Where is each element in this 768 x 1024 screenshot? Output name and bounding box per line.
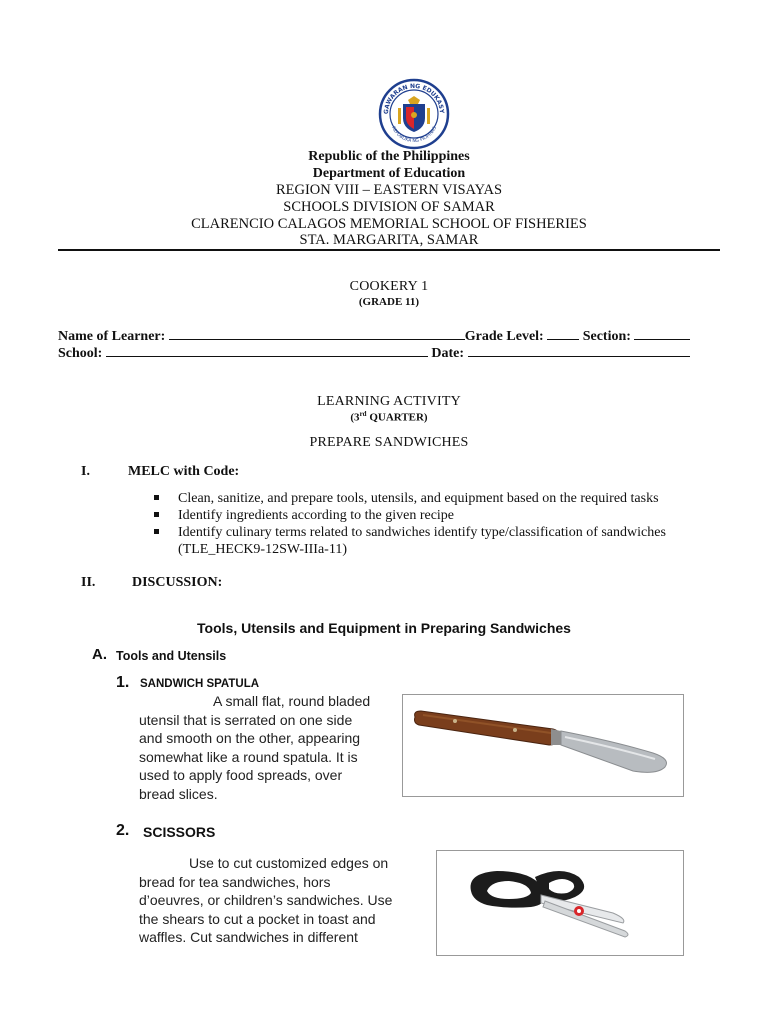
learner-info-row (58, 327, 690, 345)
name-label: Name of Learner: (58, 329, 166, 344)
date-label: Date: (431, 346, 464, 361)
school-date-row (58, 344, 690, 362)
tool-number: 2. (116, 822, 130, 839)
discussion-numeral: II. (81, 575, 96, 590)
scissors-icon (437, 851, 683, 955)
tool-name: SANDWICH SPATULA (140, 678, 260, 690)
melc-list (152, 490, 752, 558)
tool-description: A small flat, round bladed utensil that is serrated on one side and smooth on the other, appearing somewhat like a round spatula. It is used to apply food spreads, over bread slices. (139, 693, 371, 802)
date-field[interactable] (468, 344, 690, 357)
deped-seal-icon (378, 78, 450, 150)
header-school: CLARENCIO CALAGOS MEMORIAL SCHOOL OF FISHERIES (191, 216, 587, 232)
header-division: SCHOOLS DIVISION OF SAMAR (283, 199, 495, 215)
discussion-heading: DISCUSSION: (132, 575, 223, 590)
seal-text-top: GAWARAN NG EDUKASY (382, 82, 446, 115)
header-location: STA. MARGARITA, SAMAR (299, 232, 479, 248)
tool-number: 1. (116, 674, 130, 691)
subject-grade: (GRADE 11) (358, 296, 420, 308)
spatula-image (402, 694, 684, 797)
melc-numeral: I. (81, 464, 90, 479)
header-divider (58, 249, 720, 251)
activity-topic: PREPARE SANDWICHES (309, 435, 469, 450)
melc-code: (TLE_HECK9-12SW-IIIa-11) (178, 542, 347, 557)
school-field[interactable] (106, 344, 428, 357)
seal-text-bottom: REPUBLIKA NG PILIPINAS (390, 125, 438, 145)
header-region: REGION VIII – EASTERN VISAYAS (275, 182, 503, 198)
melc-item: Clean, sanitize, and prepare tools, utensils, and equipment based on the required tasks (152, 490, 752, 507)
section-field[interactable] (634, 327, 690, 340)
name-field[interactable] (169, 327, 465, 340)
tool-description: Use to cut customized edges on bread for tea sandwiches, hors d’oeuvres, or children’s sandwiches. Use the shears to cut a pocket in toast and waffles. Cut sandwiches in different (139, 855, 393, 945)
section-label: Section: (582, 329, 631, 344)
melc-item: Identify culinary terms related to sandwiches identify type/classification of sandwiches (152, 524, 752, 541)
school-label: School: (58, 346, 103, 361)
discussion-section-title: Tools, Utensils and Equipment in Preparing Sandwiches (197, 620, 571, 636)
tool-name: SCISSORS (143, 824, 216, 840)
deped-seal (378, 78, 450, 150)
melc-item: Identify ingredients according to the given recipe (152, 507, 752, 524)
subsection-heading: Tools and Utensils (116, 649, 227, 663)
scissors-image (436, 850, 684, 956)
header-republic: Republic of the Philippines (308, 149, 470, 164)
grade-level-field[interactable] (547, 327, 579, 340)
melc-heading: MELC with Code: (128, 464, 240, 479)
activity-title: LEARNING ACTIVITY (317, 394, 461, 409)
subsection-letter: A. (92, 646, 107, 663)
header-department: Department of Education (312, 166, 466, 181)
grade-level-label: Grade Level: (464, 329, 544, 344)
bullet-icon (154, 512, 159, 517)
subject-title: COOKERY 1 (349, 279, 429, 294)
bullet-icon (154, 529, 159, 534)
spatula-icon (403, 695, 683, 796)
bullet-icon (154, 495, 159, 500)
activity-quarter: (3rd QUARTER) (350, 410, 428, 424)
